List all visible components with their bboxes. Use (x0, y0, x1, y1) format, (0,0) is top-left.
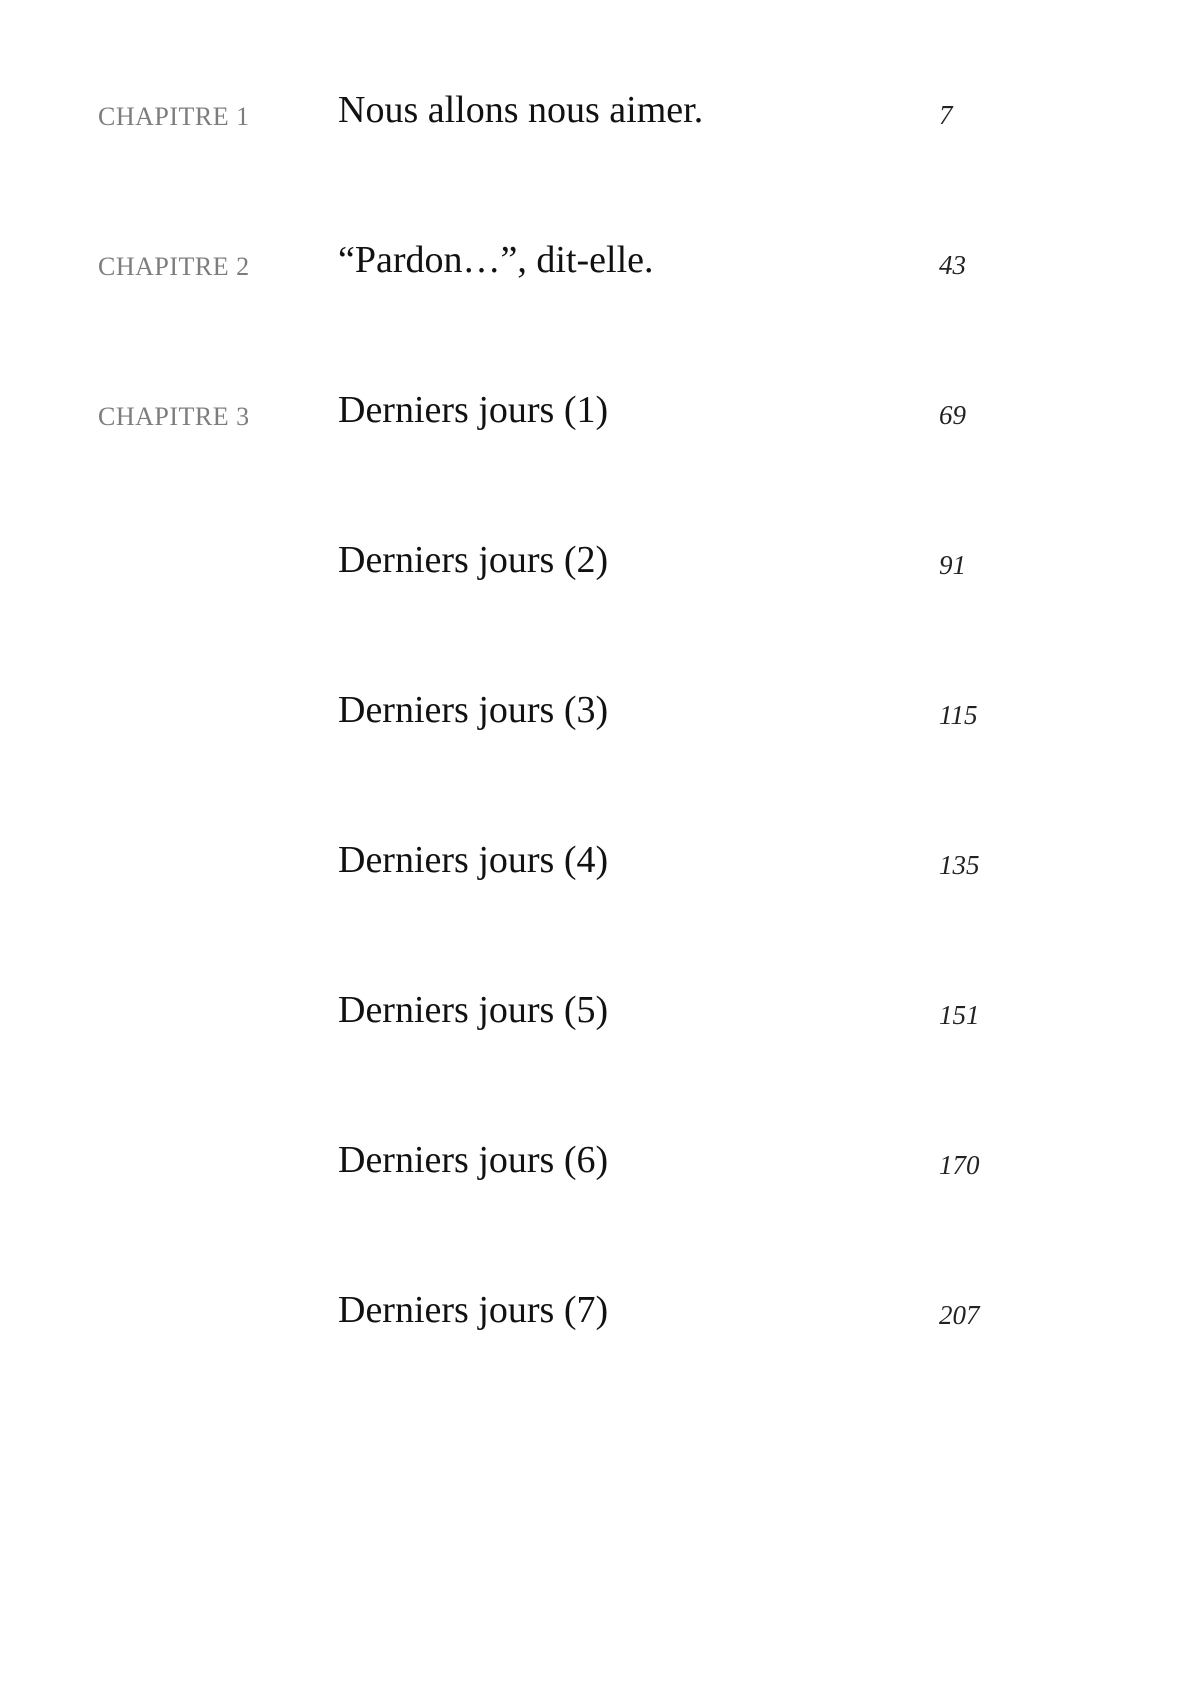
entry-title: Derniers jours (6) (338, 1139, 609, 1181)
page-number: 91 (939, 550, 966, 580)
page-number: 43 (939, 250, 966, 280)
entry-title: Derniers jours (2) (338, 539, 609, 581)
toc-entry-8 (0, 1138, 1200, 1198)
toc-entry-3 (0, 388, 1200, 448)
chapter-label: CHAPITRE 2 (98, 252, 250, 281)
page-number: 135 (939, 850, 980, 880)
page-number: 151 (939, 1000, 980, 1030)
entry-title: Derniers jours (3) (338, 689, 609, 731)
page-number: 170 (939, 1150, 980, 1180)
entry-title: Derniers jours (5) (338, 989, 609, 1031)
toc-entry-9 (0, 1288, 1200, 1348)
toc-entry-6 (0, 838, 1200, 898)
page-number: 7 (939, 100, 953, 130)
chapter-label: CHAPITRE 3 (98, 402, 250, 431)
page-number: 69 (939, 400, 966, 430)
entry-title: Nous allons nous aimer. (338, 89, 704, 131)
toc-entry-2 (0, 238, 1200, 298)
toc-entry-4 (0, 538, 1200, 598)
entry-title: Derniers jours (7) (338, 1289, 609, 1331)
toc-entry-7 (0, 988, 1200, 1048)
entry-title: Derniers jours (4) (338, 839, 609, 881)
entry-title: Derniers jours (1) (338, 389, 609, 431)
toc-entry-1 (0, 88, 1200, 148)
page-number: 207 (939, 1300, 980, 1330)
toc-entry-5 (0, 688, 1200, 748)
page-number: 115 (939, 700, 978, 730)
entry-title: “Pardon…”, dit-elle. (338, 239, 654, 281)
chapter-label: CHAPITRE 1 (98, 102, 250, 131)
